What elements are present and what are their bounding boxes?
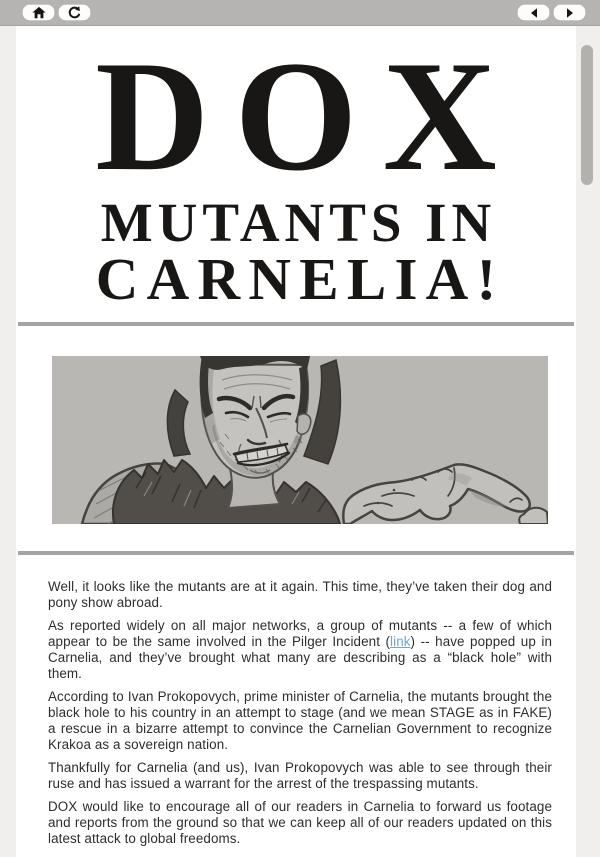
browser-toolbar <box>0 0 600 26</box>
back-icon <box>528 7 540 19</box>
dox-webpage <box>16 26 576 857</box>
refresh-button[interactable] <box>58 4 91 21</box>
headline-line-2: CARNELIA! <box>95 246 505 312</box>
forward-button[interactable] <box>553 4 586 21</box>
article-paragraph-2 <box>48 618 552 682</box>
masthead <box>16 26 576 322</box>
section-divider-top <box>18 322 574 326</box>
pilger-incident-link[interactable]: link <box>390 634 411 649</box>
home-icon <box>32 6 46 19</box>
home-button[interactable] <box>22 4 55 21</box>
paragraph-2-text-before: As reported widely on all major networks, a group of mutants -- a few of which appear to be the same involved in the Pilger Incident ( <box>48 618 552 649</box>
scrollbar-thumb[interactable] <box>581 45 593 185</box>
nav-right-group <box>517 4 586 21</box>
paragraph-2-text-after: ) -- have popped up in Carnelia, and they’ve brought what many are describing as a “black hole” with them. <box>48 634 552 681</box>
refresh-icon <box>68 6 81 19</box>
article-body <box>16 555 576 847</box>
article-paragraph-4: Thankfully for Carnelia (and us), Ivan Prokopovych was able to see through their ruse and has issued a warrant for the arrest of the trespassing mutants. <box>48 760 552 791</box>
back-button[interactable] <box>517 4 550 21</box>
article-illustration <box>52 356 548 524</box>
headline <box>16 192 576 312</box>
article-paragraph-3: According to Ivan Prokopovych, prime minister of Carnelia, the mutants brought the black hole to his country in an attempt to stage (and we mean STAGE as in FAKE) a rescue in a bizarre attempt to convince the Carnelian Government to recognize Krakoa as a sovereign nation. <box>48 689 552 752</box>
article-paragraph-5: DOX would like to encourage all of our readers in Carnelia to forward us footage and reports from the ground so that we can keep all of our readers updated on this latest attack to global freedoms. <box>48 799 552 846</box>
site-title: DOX <box>95 29 523 204</box>
headline-line-1: MUTANTS IN <box>100 192 497 253</box>
forward-icon <box>564 7 576 19</box>
article-paragraph-1: Well, it looks like the mutants are at it again. This time, they’ve taken their dog and pony show abroad. <box>48 579 552 610</box>
nav-left-group <box>22 4 91 21</box>
